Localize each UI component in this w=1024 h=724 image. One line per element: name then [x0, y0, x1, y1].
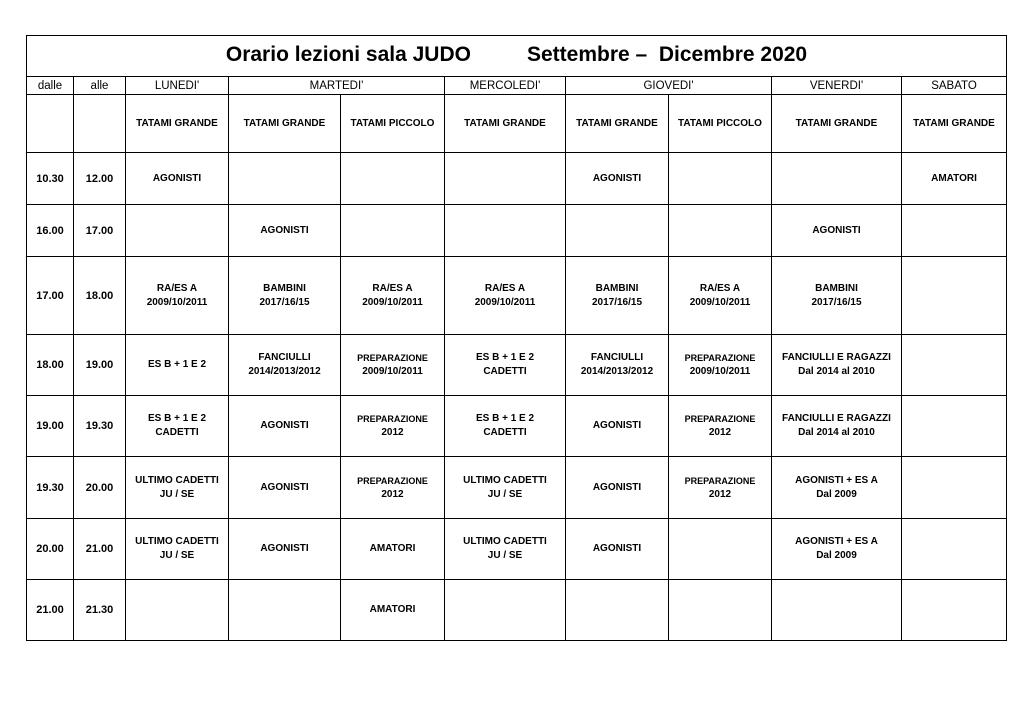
session-cell: [669, 519, 772, 580]
session-line: FANCIULLI E RAGAZZI: [782, 352, 891, 363]
session-cell: [229, 457, 341, 519]
session-cell: [669, 335, 772, 396]
time-from: 20.00: [27, 519, 74, 580]
session-line: ULTIMO CADETTI: [135, 536, 219, 547]
session-line: FANCIULLI E RAGAZZI: [782, 413, 891, 424]
area-header: TATAMI GRANDE: [445, 95, 566, 153]
session-line: RA/ES A: [156, 282, 198, 294]
session-cell: [445, 457, 566, 519]
session-cell: [669, 457, 772, 519]
session-cell: [126, 457, 229, 519]
session-cell: [126, 519, 229, 580]
session-line: Dal 2009: [816, 550, 857, 561]
session-cell: [229, 335, 341, 396]
session-line: ULTIMO CADETTI: [463, 474, 547, 486]
session-line: AGONISTI: [592, 420, 642, 431]
session-line: AGONISTI: [260, 420, 309, 431]
schedule-title: [226, 43, 807, 66]
session-cell: [772, 396, 902, 457]
session-cell: [902, 457, 1007, 519]
session-line: RA/ES A: [372, 282, 413, 294]
time-slot-row: [27, 335, 1007, 396]
session-cell: [566, 580, 669, 641]
session-line: JU / SE: [159, 488, 195, 500]
session-cell: [126, 257, 229, 335]
session-cell: [126, 396, 229, 457]
time-from: 18.00: [27, 335, 74, 396]
session-line: AGONISTI: [260, 224, 309, 236]
session-line: ES B + 1 E 2: [475, 413, 535, 424]
session-line: 2009/10/2011: [362, 296, 423, 308]
session-line: 2009/10/2011: [146, 296, 208, 308]
session-line: ES B + 1 E 2: [475, 352, 535, 363]
session-line: PREPARAZIONE: [357, 414, 428, 424]
area-header: TATAMI GRANDE: [229, 95, 341, 153]
day-header: SABATO: [902, 77, 1007, 95]
session-line: AGONISTI: [592, 543, 642, 554]
session-line: 2012: [708, 427, 732, 438]
session-line: 2017/16/15: [811, 296, 862, 308]
session-cell: [772, 457, 902, 519]
session-line: AGONISTI: [592, 481, 642, 493]
session-line: 2009/10/2011: [362, 366, 423, 377]
area-blank-cell: [27, 95, 74, 153]
session-cell: [126, 153, 229, 205]
session-cell: [669, 205, 772, 257]
schedule-table: [26, 35, 1007, 641]
day-header: MERCOLEDI': [445, 77, 566, 95]
session-cell: [566, 335, 669, 396]
time-from: 19.00: [27, 396, 74, 457]
session-cell: [445, 257, 566, 335]
session-cell: [772, 519, 902, 580]
session-cell: [902, 257, 1007, 335]
session-cell: [445, 153, 566, 205]
time-to: 19.00: [74, 335, 126, 396]
session-cell: [772, 153, 902, 205]
session-cell: [669, 580, 772, 641]
area-header: TATAMI GRANDE: [566, 95, 669, 153]
session-line: JU / SE: [487, 550, 523, 561]
header-from: dalle: [27, 77, 74, 95]
schedule-body: [27, 36, 1007, 641]
session-cell: [566, 396, 669, 457]
session-line: ES B + 1 E 2: [147, 359, 207, 370]
session-line: AGONISTI + ES A: [795, 536, 878, 547]
session-line: PREPARAZIONE: [684, 353, 756, 363]
session-line: 2014/2013/2012: [580, 366, 654, 377]
session-cell: [902, 153, 1007, 205]
session-line: 2012: [381, 427, 404, 438]
session-line: 2009/10/2011: [689, 296, 751, 308]
area-header: TATAMI GRANDE: [902, 95, 1007, 153]
session-line: PREPARAZIONE: [684, 475, 756, 486]
time-to: 21.30: [74, 580, 126, 641]
session-line: AMATORI: [369, 604, 416, 615]
day-header: GIOVEDI': [566, 77, 772, 95]
session-cell: [902, 335, 1007, 396]
time-slot-row: [27, 519, 1007, 580]
session-cell: [669, 396, 772, 457]
session-cell: [902, 580, 1007, 641]
session-cell: [445, 396, 566, 457]
session-line: JU / SE: [159, 550, 195, 561]
session-line: Dal 2014 al 2010: [798, 366, 875, 377]
time-slot-row: [27, 257, 1007, 335]
title-period: Settembre – Dicembre 2020: [526, 43, 808, 66]
session-line: RA/ES A: [484, 282, 526, 294]
day-header: VENERDI': [772, 77, 902, 95]
session-cell: [902, 519, 1007, 580]
session-line: AGONISTI + ES A: [795, 474, 878, 486]
session-cell: [341, 519, 445, 580]
session-line: CADETTI: [483, 427, 527, 438]
session-cell: [126, 580, 229, 641]
session-cell: [229, 205, 341, 257]
session-cell: [126, 205, 229, 257]
time-to: 19.30: [74, 396, 126, 457]
session-cell: [126, 335, 229, 396]
session-line: AMATORI: [369, 543, 416, 554]
session-cell: [229, 396, 341, 457]
session-line: CADETTI: [155, 427, 199, 438]
session-cell: [229, 257, 341, 335]
time-slot-row: [27, 580, 1007, 641]
title-main: Orario lezioni sala JUDO: [225, 43, 471, 66]
session-line: PREPARAZIONE: [357, 353, 428, 363]
session-line: PREPARAZIONE: [357, 475, 428, 486]
session-line: JU / SE: [487, 488, 523, 500]
session-cell: [341, 335, 445, 396]
time-from: 16.00: [27, 205, 74, 257]
session-cell: [341, 457, 445, 519]
day-header: LUNEDI': [126, 77, 229, 95]
session-line: BAMBINI: [263, 282, 306, 294]
session-cell: [445, 519, 566, 580]
session-line: ULTIMO CADETTI: [463, 536, 547, 547]
time-from: 19.30: [27, 457, 74, 519]
session-line: CADETTI: [483, 366, 527, 377]
session-cell: [445, 580, 566, 641]
session-line: BAMBINI: [595, 282, 639, 294]
area-header: TATAMI GRANDE: [772, 95, 902, 153]
session-line: AGONISTI: [260, 481, 309, 493]
session-cell: [229, 153, 341, 205]
time-to: 12.00: [74, 153, 126, 205]
session-cell: [902, 396, 1007, 457]
session-cell: [566, 257, 669, 335]
time-to: 18.00: [74, 257, 126, 335]
session-cell: [902, 205, 1007, 257]
time-from: 17.00: [27, 257, 74, 335]
area-header: TATAMI PICCOLO: [669, 95, 772, 153]
session-line: AGONISTI: [152, 172, 202, 184]
session-cell: [772, 205, 902, 257]
time-from: 10.30: [27, 153, 74, 205]
session-line: ES B + 1 E 2: [147, 413, 207, 424]
time-to: 20.00: [74, 457, 126, 519]
session-cell: [772, 580, 902, 641]
session-cell: [669, 153, 772, 205]
day-header-row: [27, 77, 1007, 95]
time-slot-row: [27, 153, 1007, 205]
session-cell: [341, 580, 445, 641]
session-cell: [341, 396, 445, 457]
session-line: 2014/2013/2012: [248, 366, 321, 377]
header-to: alle: [74, 77, 126, 95]
time-slot-row: [27, 396, 1007, 457]
session-line: Dal 2009: [816, 488, 857, 500]
time-to: 17.00: [74, 205, 126, 257]
session-line: AGONISTI: [812, 224, 861, 236]
session-cell: [229, 580, 341, 641]
title-row: [27, 36, 1007, 77]
session-cell: [669, 257, 772, 335]
session-line: 2012: [381, 488, 404, 500]
session-cell: [772, 257, 902, 335]
area-header: TATAMI PICCOLO: [341, 95, 445, 153]
session-cell: [566, 153, 669, 205]
area-blank-cell: [74, 95, 126, 153]
session-cell: [772, 335, 902, 396]
session-line: Dal 2014 al 2010: [798, 427, 875, 438]
session-cell: [566, 457, 669, 519]
session-line: 2012: [708, 488, 732, 500]
session-cell: [341, 153, 445, 205]
session-line: 2017/16/15: [591, 296, 643, 308]
session-line: ULTIMO CADETTI: [135, 474, 219, 486]
session-cell: [566, 519, 669, 580]
session-cell: [229, 519, 341, 580]
time-slot-row: [27, 205, 1007, 257]
session-cell: [566, 205, 669, 257]
session-line: AGONISTI: [260, 543, 309, 554]
session-line: PREPARAZIONE: [684, 414, 756, 424]
time-to: 21.00: [74, 519, 126, 580]
session-cell: [341, 257, 445, 335]
session-line: 2009/10/2011: [689, 366, 751, 377]
day-header: MARTEDI': [229, 77, 445, 95]
area-header-row: [27, 95, 1007, 153]
session-line: BAMBINI: [815, 282, 858, 294]
session-line: RA/ES A: [699, 282, 741, 294]
time-slot-row: [27, 457, 1007, 519]
title-cell: [27, 36, 1007, 77]
session-line: 2017/16/15: [259, 296, 310, 308]
session-line: AMATORI: [931, 172, 977, 184]
area-header: TATAMI GRANDE: [126, 95, 229, 153]
time-from: 21.00: [27, 580, 74, 641]
session-line: FANCIULLI: [590, 352, 644, 363]
session-line: FANCIULLI: [258, 352, 311, 363]
session-cell: [445, 205, 566, 257]
session-line: 2009/10/2011: [474, 296, 536, 308]
session-line: AGONISTI: [592, 172, 642, 184]
session-cell: [341, 205, 445, 257]
session-cell: [445, 335, 566, 396]
